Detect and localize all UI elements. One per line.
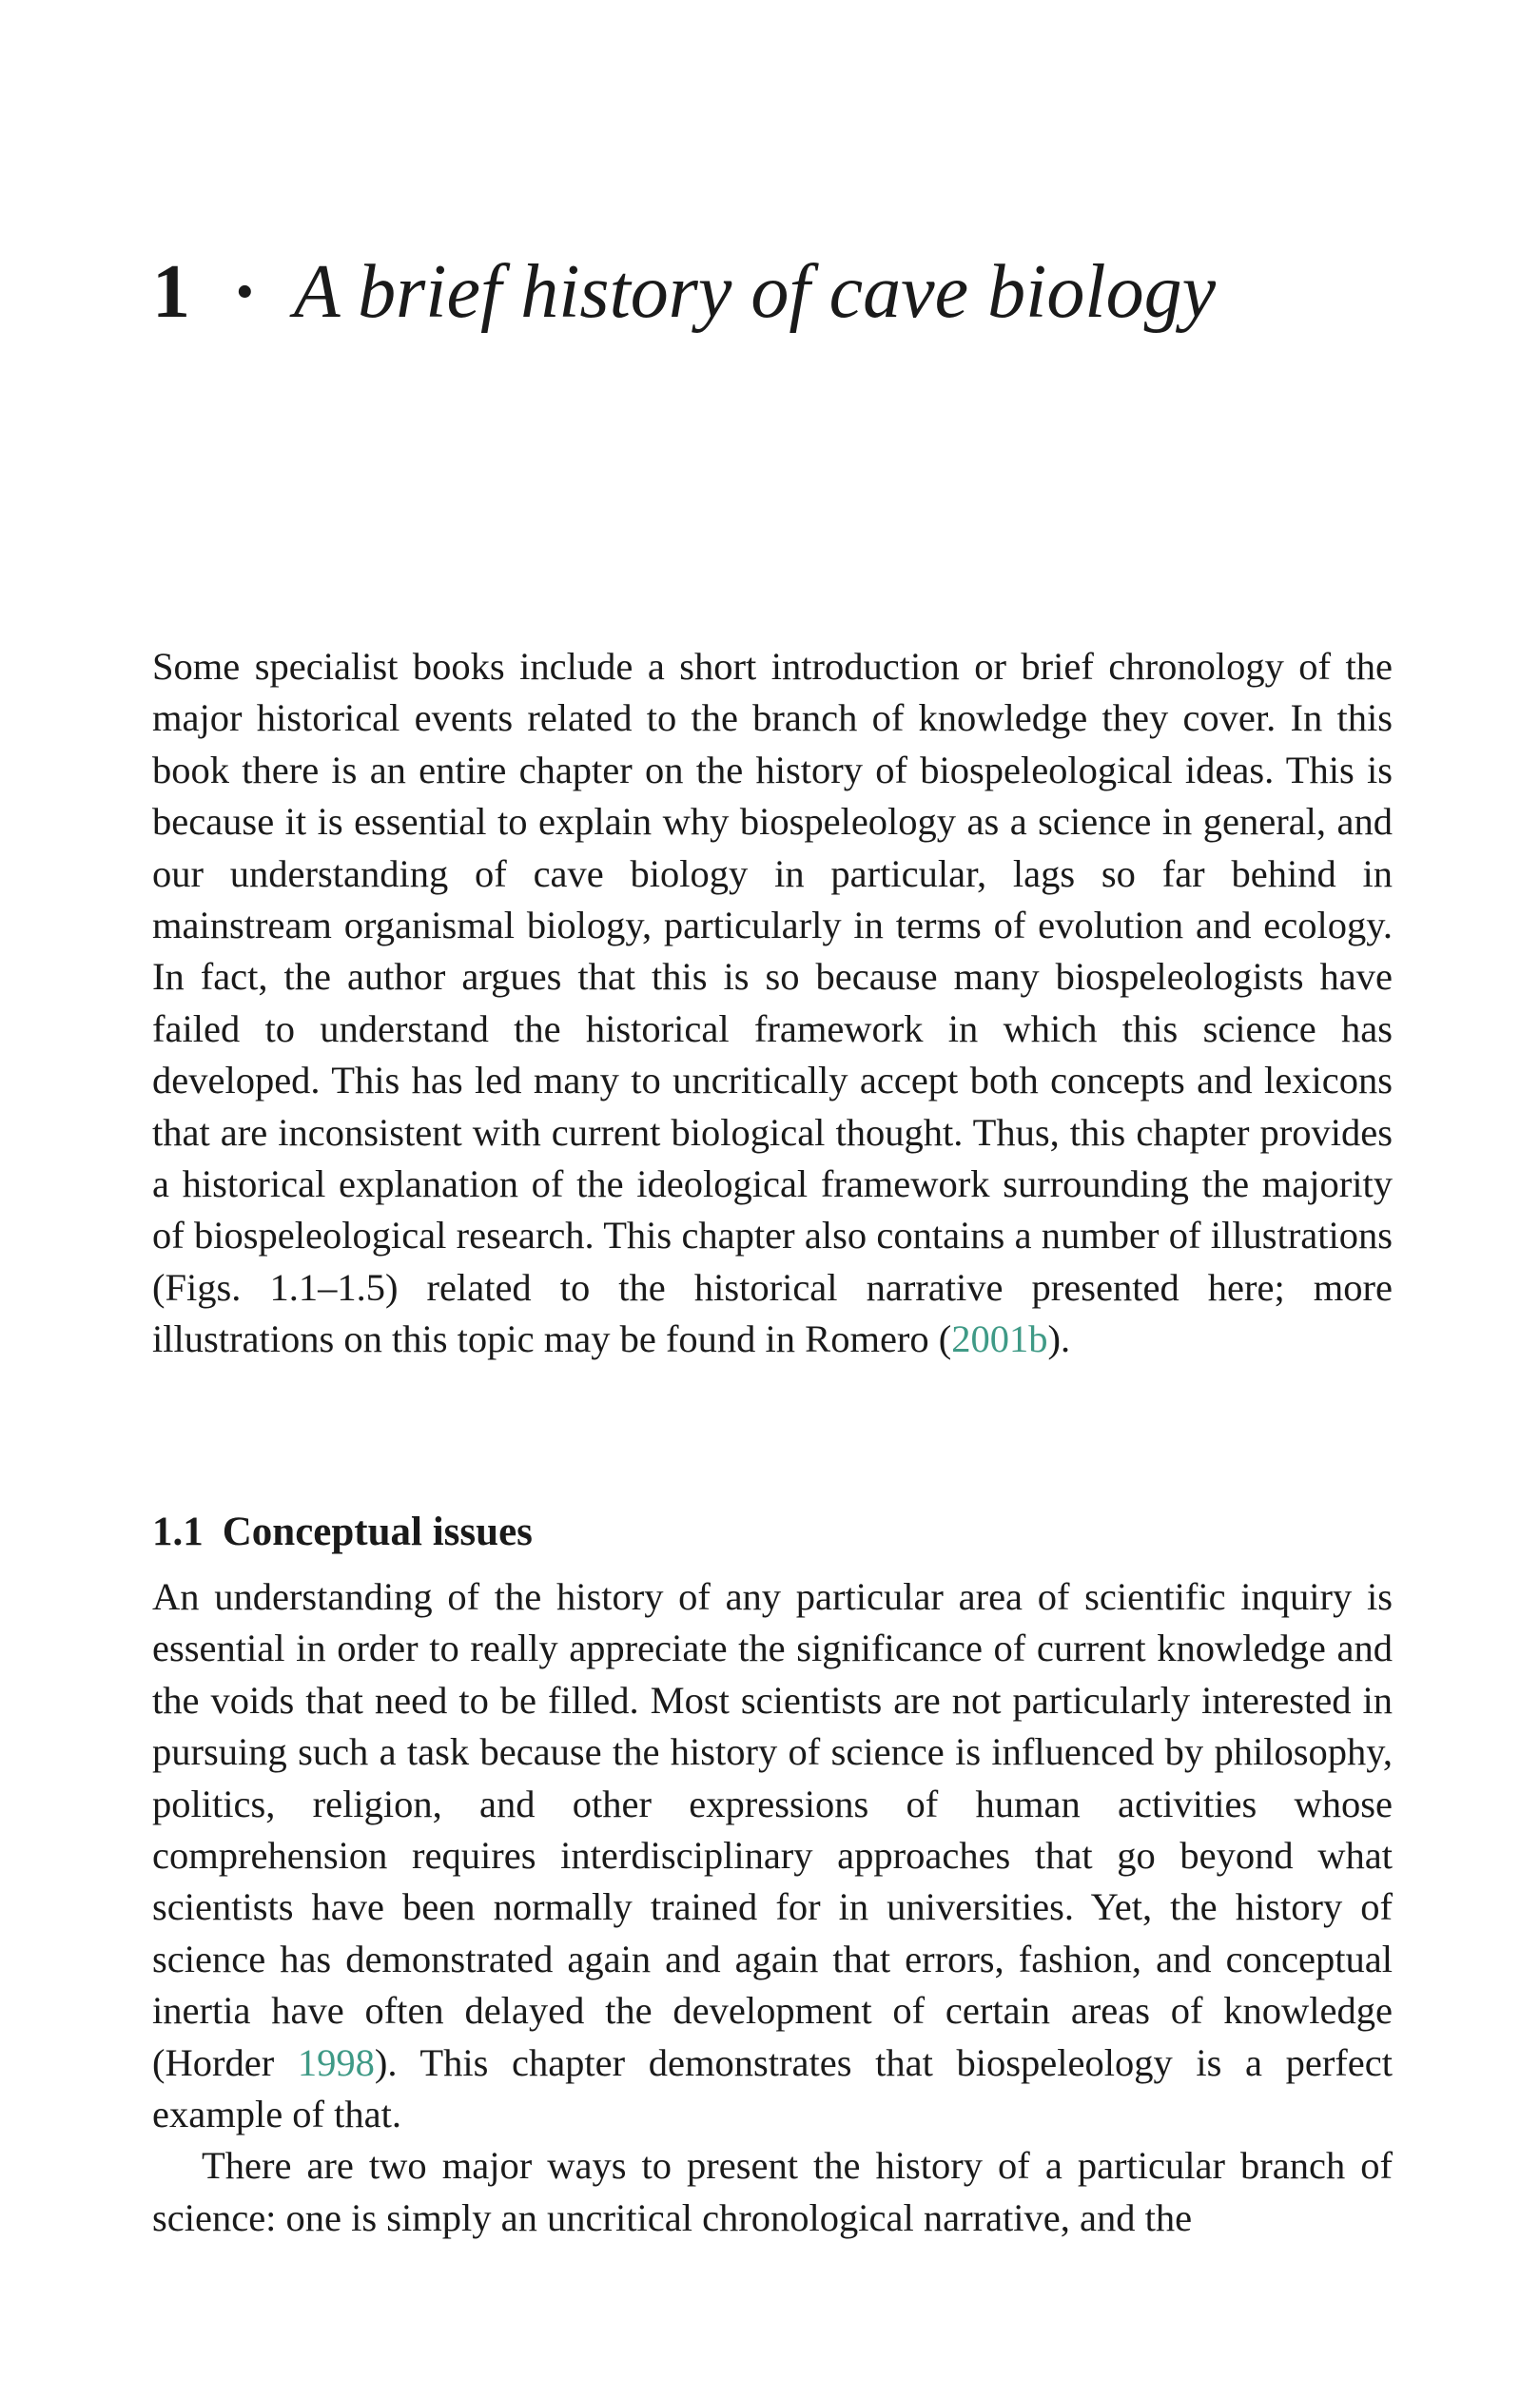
paragraph-1-text: An understanding of the history of any particular area of scientific inquiry is essential in order to really appreciate the significance of current knowledge and the voids that need to be filled. Most scientists are not particularly interested in pursuing such a task because the history of science is influenced by philosophy, politics, religion, and other expressions of human activities whose comprehension requires interdisciplinary approaches that go beyond what scientists have been normally trained for in universities. Yet, the history of science has demonstrated again and again that errors, fashion, and conceptual inertia have often delayed the development of certain areas of knowledge (Horder	[152, 1575, 1393, 2084]
intro-text: Some specialist books include a short introduction or brief chronology of the major historical events related to the branch of knowledge they cover. In this book there is an entire chapter on the history of biospeleological ideas. This is because it is essential to explain why biospeleology as a science in general, and our understanding of cave biology in particular, lags so far behind in mainstream organismal biology, particularly in terms of evolution and ecology. In fact, the author argues that this is so because many biospeleologists have failed to understand the historical framework in which this science has developed. This has led many to uncritically accept both concepts and lexicons that are inconsistent with current biological thought. Thus, this chapter provides a historical explanation of the ideological framework surrounding the majority of biospeleological research. This chapter also contains a number of illustrations (Figs. 1.1–1.5) related to the historical narrative presented here; more illustrations on this topic may be found in Romero (	[152, 645, 1393, 1361]
intro-text-end: ).	[1047, 1317, 1071, 1361]
chapter-heading	[152, 249, 1216, 335]
chapter-number: 1	[152, 250, 190, 334]
section-paragraph-1	[152, 1571, 1393, 2140]
chapter-title: A brief history of cave biology	[293, 250, 1217, 334]
chapter-separator: ·	[232, 250, 258, 334]
section-body	[152, 1571, 1393, 2244]
section-title: Conceptual issues	[222, 1510, 533, 1554]
section-heading	[152, 1507, 533, 1558]
section-paragraph-2: There are two major ways to present the history of a particular branch of science: one is simply an uncritical chronological narrative, and the	[152, 2144, 1393, 2239]
paragraph-1-text-end: ). This chapter demonstrates that biospeleology is a perfect example of that.	[152, 2040, 1393, 2136]
section-number: 1.1	[152, 1510, 204, 1554]
citation-link-romero-2001b[interactable]: 2001b	[951, 1317, 1048, 1361]
citation-link-horder-1998[interactable]: 1998	[297, 2040, 375, 2084]
intro-paragraph	[152, 641, 1393, 1366]
